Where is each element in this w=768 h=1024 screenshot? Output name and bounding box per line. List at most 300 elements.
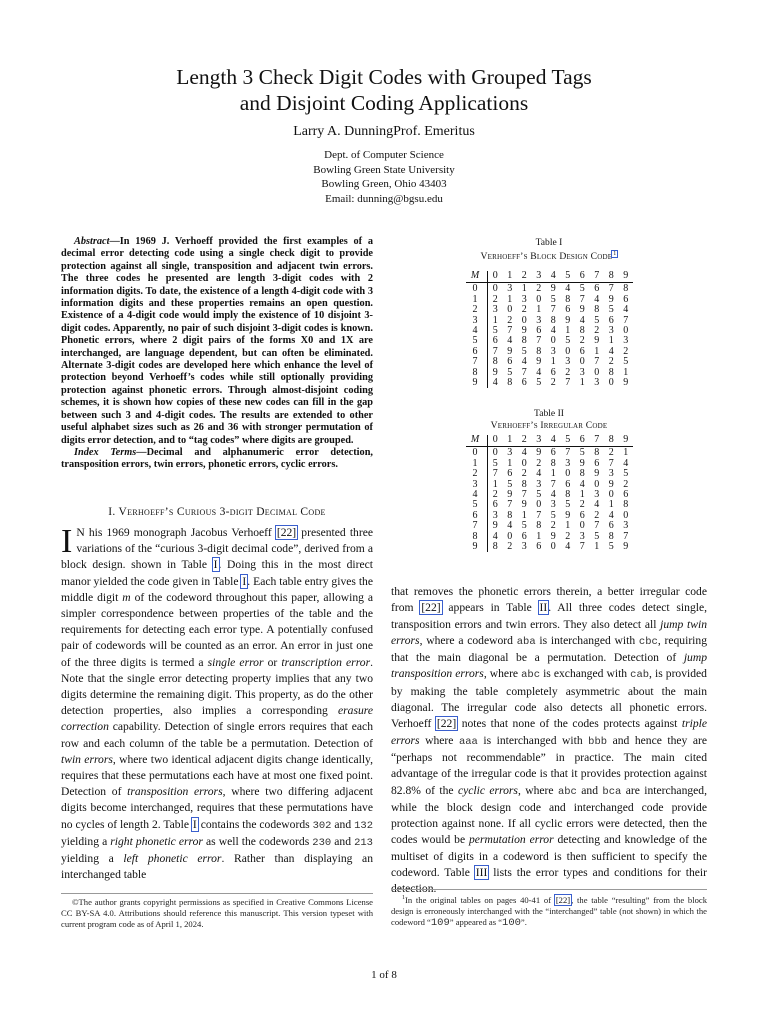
table-cell: 4 [594,499,600,511]
table-cell: 9 [492,520,498,532]
abstract-text: —In 1969 J. Verhoeff provided the first examples of a decimal error detecting code using a single check digit to provide protection against all single, transposition and adjacent twin errors. The three codes he presented are length 3-digit codes with 2 information digits. To date, the existence of a length 4-digit code with 3 information digits and these properties remains an open question. Existence of a 4-digit code would imply the existence of 10 disjoint 3-digit codes. Apparently, no pair of such disjoint 3-digit codes is known. Phonetic errors, where 2 digit pairs of the forms X0 and 1X are interchanged, are language dependent, but can often be eliminated. Alternate 3-digit codes are developed here which enhance the level of protection beyond Verhoeff’s codes while still optionally providing protection against phonetic errors. Through almost-disjoint coding schemes, it is shown how copies of these new codes can fill in the gap between such 3 and 4-digit codes. The results are extended to other useful alphabet sizes such as 26 and 36 with stronger permutation of digits error detection, and to “tag codes” where digits are grouped. [61,236,373,446]
table-cell: 3 [550,345,556,357]
table-cell: 8 [521,478,527,490]
ref-22-link[interactable]: [22] [436,717,457,731]
table-cell: 5 [565,335,571,347]
table-cell: 7 [608,283,614,295]
table-cell: 0 [565,345,571,357]
table-row [466,368,633,378]
copyright-footnote: ©The author grants copyright permissions as specified in Creative Commons License CC BY-SA 4.0. Attributions should reference this manuscript. This version typeset with current program code as of April 1, 2024. [61,893,373,930]
ref-22-link[interactable]: [22] [421,601,441,615]
affiliation-dept: Dept. of Computer Science [324,149,444,161]
ref-table-1-link[interactable]: I [242,574,247,588]
row-header: 6 [466,511,488,521]
table-cell: 3 [536,478,542,490]
table-cell: 1 [623,447,629,459]
table-cell: 1 [565,325,571,337]
table-cell: 4 [579,314,585,326]
table-cell: 6 [492,335,498,347]
table-cell: 6 [492,499,498,511]
table-cell: 9 [565,509,571,521]
table-cell: 0 [507,530,513,542]
table-cell: 0 [594,366,600,378]
table-row [466,347,633,357]
table-2-header-row [466,435,633,447]
table-cell: 7 [492,345,498,357]
table-cell: 0 [565,468,571,480]
table-cell: 8 [492,356,498,368]
table-row [466,469,633,479]
table-cell: 4 [521,356,527,368]
table-row [466,316,633,326]
ref-22-link[interactable]: [22] [276,526,297,539]
table-cell: 5 [536,377,542,389]
table-cell: 9 [608,293,614,305]
column-header: 0 [488,271,503,283]
table-cell: 3 [565,457,571,469]
table-cell: 4 [565,541,571,553]
table-cell: 2 [507,314,513,326]
table-cell: 2 [521,468,527,480]
table-cell: 4 [507,335,513,347]
table-cell: 1 [565,520,571,532]
table-cell: 7 [565,447,571,459]
table-cell: 5 [507,478,513,490]
column-header: 9 [619,435,634,447]
table-cell: 1 [492,314,498,326]
table-cell: 4 [492,377,498,389]
table-cell: 1 [536,530,542,542]
table-cell: 4 [550,325,556,337]
table-row [466,295,633,305]
table-cell: 5 [492,325,498,337]
table-1-caption [391,237,707,263]
table-cell: 0 [594,478,600,490]
column-header: 3 [532,271,547,283]
column-header: 6 [575,271,590,283]
table-cell: 1 [507,293,513,305]
row-header: 9 [466,378,488,388]
table-cell: 4 [536,366,542,378]
table-cell: 7 [579,541,585,553]
footnote-1-link[interactable]: 1 [613,250,617,257]
table-cell: 7 [565,377,571,389]
table-cell: 7 [623,530,629,542]
table-cell: 0 [492,283,498,295]
table-cell: 2 [492,293,498,305]
table-cell: 1 [579,489,585,501]
table-cell: 5 [507,366,513,378]
table-1 [466,271,633,388]
table-cell: 8 [565,293,571,305]
table-cell: 7 [521,366,527,378]
table-cell: 7 [579,293,585,305]
table-row [466,336,633,346]
table-cell: 0 [536,293,542,305]
column-header: 7 [590,271,605,283]
row-header: 4 [466,326,488,336]
table-cell: 7 [507,499,513,511]
table-cell: 9 [623,541,629,553]
row-header: 0 [466,447,488,459]
index-terms-lead: Index Terms [74,446,137,458]
table-cell: 8 [623,283,629,295]
table-2-caption [391,408,707,432]
affiliation-university: Bowling Green State University [313,163,455,176]
table-cell: 4 [507,520,513,532]
table-cell: 4 [536,468,542,480]
continued-paragraph: that removes the phonetic errors therein, a better irregular code from [22] appears in Table II. All three codes detect single, transposition errors and twin errors. They also detect all jump twin errors, where a codeword aba is interchanged with cbc, requiring that the main diagonal be a permutation. Detection of jump transposition errors, where abc is exchanged with cab, is provided by making the table completely asymmetric about the main diagonal. The irregular code also detects all phonetic errors. Verhoeff [22] notes that none of the codes protects against triple errors where aaa is interchanged with bbb and hence they are “perhaps not recommendable” in practice. The main cited advantage of the irregular code is that it provides protection against 82.8% of the cyclic errors, where abc and bca are interchanged, while the block design code and interchanged code provide protection against none. If all cyclic errors were detected, then the codes would be permutation error detecting and knowledge of the multiset of digits in a codeword is then sufficient to specify the codeword. Table III lists the error types and conditions for their detection. [391,585,708,896]
table-cell: 6 [507,468,513,480]
table-cell: 9 [536,356,542,368]
table-row [466,326,633,336]
table-cell: 2 [623,478,629,490]
table-cell: 1 [594,345,600,357]
table-cell: 3 [608,325,614,337]
table-cell: 2 [565,366,571,378]
dropcap: I [61,523,73,560]
table-cell: 5 [594,314,600,326]
table-cell: 3 [565,356,571,368]
table-cell: 0 [550,541,556,553]
table-row [466,490,633,500]
table-cell: 6 [536,325,542,337]
table-cell: 7 [608,457,614,469]
table-cell: 2 [507,541,513,553]
page-number: 1 of 8 [371,969,397,981]
table-row [466,447,633,459]
table-cell: 0 [521,457,527,469]
affiliation [0,148,768,206]
table-cell: 6 [594,283,600,295]
table-cell: 7 [623,314,629,326]
table-cell: 0 [608,489,614,501]
table-cell: 6 [550,366,556,378]
table-cell: 2 [550,520,556,532]
table-cell: 5 [608,541,614,553]
table-cell: 3 [507,447,513,459]
table-cell: 9 [579,304,585,316]
intro-paragraph: I N his 1969 monograph Jacobus Verhoeff [22] presented three variations of the “curious 3-digit decimal code”, derived from a block design. shown in Table I. Doing this in the most direct manor yielded the code given in Table I. Each table entry gives the middle digit m of the codeword throughout this paper, allowing a simpler correspondence between properties of the table and the requirements for detecting each error type. A potentially confused pair of codewords will be counted as an error. An error in just one of the three digits is termed a single error or transcription error. Note that the single error detecting property implies that any two digits determine the remaining digit. This property, as do the other detection properties, also implies a corresponding erasure correction capability. Detection of single errors requires that each row and each column of the table be a permutation. Detection of twin errors, where two identical adjacent digits change identically, requires that these permutations each have at most one fixed point. Detection of transposition errors, where two differing adjacent digits become interchanged, requires that these permutations have no cycles of length 2. Table I contains the codewords 302 and 132 yielding a right phonetic error as well the codewords 230 and 213 yielding a left phonetic error. Rather than displaying an interchanged table [61,523,373,882]
title-line-1: Length 3 Check Digit Codes with Grouped Tags [176,65,592,89]
table-cell: 2 [565,530,571,542]
ref-table-1-link[interactable]: I [192,817,197,831]
column-header: 6 [575,435,590,447]
ref-table-1-link[interactable]: I [213,558,218,572]
table-cell: 3 [623,335,629,347]
column-header: 7 [590,435,605,447]
row-header: 9 [466,542,488,552]
paper-title [0,64,768,116]
table-cell: 5 [565,499,571,511]
table-cell: 6 [579,345,585,357]
ref-22-link[interactable]: [22] [555,894,571,905]
table-cell: 0 [521,314,527,326]
row-header: 7 [466,357,488,367]
row-header: 4 [466,490,488,500]
abstract [61,236,373,472]
table-cell: 2 [536,283,542,295]
table-cell: 8 [579,468,585,480]
table-cell: 8 [608,530,614,542]
ref-table-3-link[interactable]: III [475,866,488,880]
row-header: 5 [466,336,488,346]
table-cell: 7 [550,478,556,490]
column-header: 4 [546,271,561,283]
table-cell: 0 [507,304,513,316]
table-cell: 5 [536,489,542,501]
table-cell: 8 [550,314,556,326]
table-cell: 3 [521,293,527,305]
table-cell: 9 [492,366,498,378]
table-cell: 8 [521,335,527,347]
table-cell: 3 [594,489,600,501]
table-cell: 4 [521,447,527,459]
table-cell: 4 [623,457,629,469]
table-cell: 8 [594,304,600,316]
table-cell: 2 [521,304,527,316]
table-cell: 3 [492,304,498,316]
table-cell: 7 [550,304,556,316]
table-row [466,305,633,315]
table-cell: 3 [623,520,629,532]
row-header: 0 [466,283,488,295]
table-cell: 6 [536,541,542,553]
table-cell: 9 [507,345,513,357]
body-right-column [391,584,707,898]
table-cell: 5 [550,509,556,521]
table-cell: 2 [594,509,600,521]
table-cell: 5 [623,468,629,480]
table-cell: 9 [550,283,556,295]
table-cell: 9 [550,530,556,542]
table-cell: 5 [579,283,585,295]
table-cell: 6 [565,478,571,490]
table-row [466,521,633,531]
table-cell: 8 [507,377,513,389]
table-cell: 8 [492,541,498,553]
ref-table-2-link[interactable]: II [539,601,548,615]
footnote-1: $^1$In the original tables on pages 40-41 of [22], the table “resulting” from the block design is erroneously interchanged with the “interchanged” table (not shown) in which the codeword “109” appeared as “100”. [391,889,707,929]
table-cell: 4 [565,283,571,295]
table-cell: 9 [594,335,600,347]
table-row [466,480,633,490]
table-1-title: Verhoeff’s Block Design Code [480,250,613,262]
table-cell: 3 [594,377,600,389]
table-cell: 4 [594,293,600,305]
table-cell: 3 [579,530,585,542]
table-cell: 4 [623,304,629,316]
body-left-column [61,525,373,883]
table-cell: 6 [579,509,585,521]
table-cell: 3 [521,541,527,553]
table-cell: 6 [550,447,556,459]
table-row [466,500,633,510]
table-row [466,357,633,367]
table-cell: 1 [608,499,614,511]
table-cell: 8 [608,366,614,378]
table-cell: 4 [608,509,614,521]
table-cell: 3 [608,468,614,480]
author-name: Larry A. DunningProf. Emeritus [293,124,475,139]
column-header: 5 [561,435,576,447]
table-2-label: Table II [534,408,564,419]
table-cell: 8 [507,509,513,521]
table-cell: 5 [579,447,585,459]
table-cell: 1 [594,541,600,553]
table-cell: 3 [507,283,513,295]
table-cell: 6 [594,457,600,469]
column-header: 8 [604,271,619,283]
table-cell: 2 [579,335,585,347]
table-row [466,459,633,469]
table-cell: 9 [579,457,585,469]
table-cell: 5 [608,304,614,316]
table-cell: 6 [608,314,614,326]
index-terms-text: —Decimal and alphanumeric error detection, transposition errors, twin errors, phonetic errors, cyclic errors. [61,446,373,471]
table-cell: 5 [623,356,629,368]
table-cell: 2 [594,325,600,337]
table-cell: 7 [507,325,513,337]
table-cell: 9 [565,314,571,326]
affiliation-email: Email: dunning@bgsu.edu [325,192,443,205]
table-cell: 9 [507,489,513,501]
table-cell: 1 [608,335,614,347]
table-cell: 7 [536,509,542,521]
table-cell: 9 [608,478,614,490]
table-cell: 1 [623,366,629,378]
table-cell: 0 [608,377,614,389]
row-header: 5 [466,500,488,510]
table-cell: 3 [536,314,542,326]
row-header: 8 [466,532,488,542]
table-cell: 8 [623,499,629,511]
table-cell: 9 [536,447,542,459]
table-cell: 9 [594,468,600,480]
table-cell: 1 [492,478,498,490]
table-cell: 9 [623,377,629,389]
table-cell: 1 [521,509,527,521]
table-row [466,378,633,388]
table-cell: 2 [536,457,542,469]
affiliation-city: Bowling Green, Ohio 43403 [321,178,447,191]
table-cell: 2 [550,377,556,389]
table-cell: 1 [550,468,556,480]
table-2-body [466,447,633,553]
table-cell: 7 [594,356,600,368]
table-cell: 9 [521,325,527,337]
table-cell: 1 [507,457,513,469]
column-header-m: M [466,435,488,447]
section-1-heading: I. Verhoeff’s Curious 3-digit Decimal Code [108,506,326,518]
table-cell: 8 [550,457,556,469]
table-cell: 2 [608,356,614,368]
table-cell: 4 [492,530,498,542]
abstract-lead: Abstract [74,236,110,247]
table-cell: 8 [579,325,585,337]
table-1-header-row [466,271,633,283]
row-header: 2 [466,305,488,315]
table-cell: 3 [579,366,585,378]
row-header: 1 [466,295,488,305]
table-cell: 8 [536,345,542,357]
table-cell: 7 [536,335,542,347]
table-cell: 5 [594,530,600,542]
table-row [466,283,633,295]
table-cell: 4 [608,345,614,357]
row-header: 1 [466,459,488,469]
row-header: 6 [466,347,488,357]
table-cell: 0 [623,509,629,521]
table-cell: 8 [536,520,542,532]
column-header-m: M [466,271,488,283]
table-cell: 1 [536,304,542,316]
title-line-2: and Disjoint Coding Applications [239,91,529,115]
table-cell: 1 [579,377,585,389]
row-header: 3 [466,480,488,490]
row-header: 2 [466,469,488,479]
table-cell: 8 [565,489,571,501]
table-cell: 1 [521,283,527,295]
table-row [466,532,633,542]
table-cell: 2 [579,499,585,511]
table-cell: 6 [623,489,629,501]
table-2-title: Verhoeff’s Irregular Code [490,419,608,431]
table-cell: 4 [550,489,556,501]
table-cell: 2 [608,447,614,459]
table-cell: 0 [536,499,542,511]
table-cell: 0 [579,520,585,532]
table-row [466,511,633,521]
table-cell: 7 [492,468,498,480]
table-cell: 2 [492,489,498,501]
column-header: 8 [604,435,619,447]
table-cell: 5 [521,520,527,532]
column-header: 0 [488,435,503,447]
table-cell: 3 [550,499,556,511]
column-header: 3 [532,435,547,447]
column-header: 5 [561,271,576,283]
column-header: 4 [546,435,561,447]
table-cell: 0 [550,335,556,347]
table-cell: 0 [623,325,629,337]
table-cell: 2 [623,345,629,357]
table-cell: 5 [492,457,498,469]
table-cell: 3 [492,509,498,521]
row-header: 3 [466,316,488,326]
table-cell: 6 [521,377,527,389]
table-cell: 7 [521,489,527,501]
table-1-body [466,283,633,389]
column-header: 2 [517,271,532,283]
table-cell: 5 [521,345,527,357]
table-row [466,542,633,552]
column-header: 9 [619,271,634,283]
row-header: 8 [466,368,488,378]
table-cell: 4 [579,478,585,490]
column-header: 1 [503,435,518,447]
table-cell: 9 [521,499,527,511]
table-cell: 0 [492,447,498,459]
table-cell: 7 [594,520,600,532]
table-cell: 6 [608,520,614,532]
table-cell: 0 [579,356,585,368]
table-cell: 6 [507,356,513,368]
table-2 [466,435,633,552]
table-cell: 8 [594,447,600,459]
row-header: 7 [466,521,488,531]
table-cell: 6 [521,530,527,542]
